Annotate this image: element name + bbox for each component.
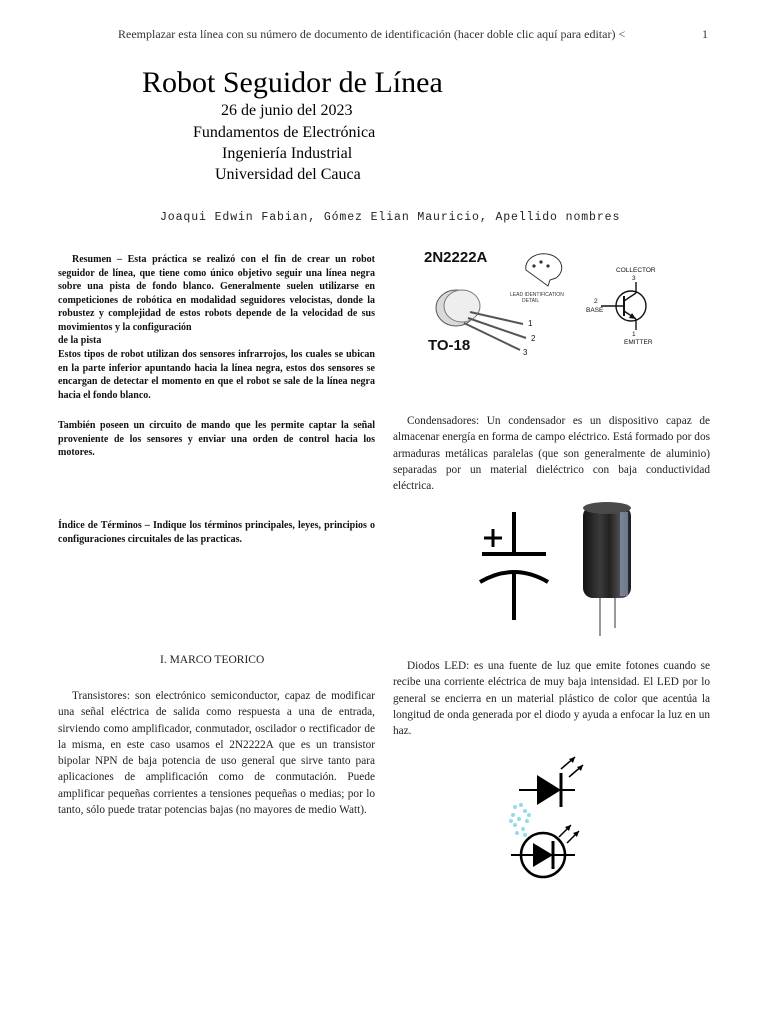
emitter-label: EMITTER: [624, 339, 653, 346]
running-header[interactable]: Reemplazar esta línea con su número de documento de identificación (hacer doble clic aquí para editar) <: [118, 27, 626, 41]
university-name: Universidad del Cauca: [215, 166, 361, 183]
course-name: Fundamentos de Electrónica: [193, 124, 376, 141]
transistor-figure: [418, 240, 688, 365]
lead-2: [468, 318, 526, 338]
index-terms: Índice de Términos – Indique los términos principales, leyes, principios o configuraciones circuitales de las practicas.: [58, 520, 375, 545]
authors-line: Joaqui Edwin Fabian, Gómez Elian Mauricio, Apellido nombres: [160, 211, 621, 224]
abstract-sensors-paragraph: Estos tipos de robot utilizan dos sensores infrarrojos, los cuales se ubican en la parte inferior apuntando hacia la línea negra, estos dos sensores se encargan de detectar el momento en que el robot se sale de la línea negra hacia el fondo blanco.: [58, 349, 375, 401]
led-circle-symbol: [511, 825, 579, 877]
base-pin: 2: [594, 298, 598, 305]
pin-label-1: 1: [528, 319, 533, 328]
section-heading: I. MARCO TEORICO: [160, 654, 265, 666]
collector-pin: 3: [632, 275, 636, 282]
abstract-paragraph-tail: de la pista: [58, 335, 102, 346]
emitter-pin: 1: [632, 331, 636, 338]
pin-label-3: 3: [523, 348, 528, 357]
lead-id-bubble: [526, 254, 562, 286]
paper-date: 26 de junio del 2023: [221, 102, 353, 119]
capacitor-symbol: [480, 512, 548, 620]
led-figure: [505, 755, 615, 885]
transistores-paragraph: Transistores: son electrónico semiconductor, capaz de modificar una señal eléctrica de salida como respuesta a una de entrada, sirviendo como amplificador, conmutador, oscilador o rectificador de la misma, en este caso usamos el 2N2222A que es un transistor bipolar NPN de baja potencia de uso general que sirve tanto para aplicaciones de amplificación como de conmutación. Puede amplificar pequeñas corrientes a tensiones pequeñas o medias; por lo tanto, sólo puede tratar potencias bajas (no mayores de medio Watt).: [58, 690, 375, 817]
program-name: Ingeniería Industrial: [222, 145, 353, 162]
lead-note-2: DETAIL: [522, 298, 540, 304]
page-number: 1: [702, 27, 708, 41]
led-diode-symbol: [519, 757, 583, 807]
paper-title: Robot Seguidor de Línea: [142, 66, 443, 99]
collector-label: COLLECTOR: [616, 267, 656, 274]
part-name-label: 2N2222A: [424, 249, 488, 266]
base-label: BASE: [586, 307, 604, 314]
electrolytic-capacitor-photo: [583, 502, 631, 636]
capacitor-figure: [472, 498, 652, 643]
abstract-paragraph: Resumen – Esta práctica se realizó con el fin de crear un robot seguidor de línea, que tiene como único objetivo seguir una línea negra sobre una pista de fondo blanco. Generalmente suelen utilizarse en competiciones de robótica en modalidad seguidores velocistas, donde la robustez y complejidad de estos robots depende de la velocidad de sus movimientos y la configuración: [58, 254, 375, 333]
condensadores-paragraph: Condensadores: Un condensador es un dispositivo capaz de almacenar energía en forma de campo eléctrico. Está formado por dos armaduras metálicas paralelas (que son generalmente de aluminio) separadas por un material dieléctrico con baja conductividad eléctrica.: [393, 415, 710, 493]
lead-note-1: LEAD IDENTIFICATION: [510, 292, 564, 298]
abstract-control-paragraph: También poseen un circuito de mando que les permite captar la señal proveniente de los sensores y enviar una orden de control hacia los motores.: [58, 420, 375, 458]
glow-dots: [509, 803, 531, 837]
pin-label-2: 2: [531, 334, 536, 343]
package-label: TO-18: [428, 337, 471, 354]
diodos-paragraph: Diodos LED: es una fuente de luz que emite fotones cuando se recibe una corriente eléctrica de muy baja intensidad. El LED por lo general se encierra en un material plástico de color que acentúa la longitud de onda generada por el diodo y ayuda a enfocar la luz en un haz.: [393, 660, 710, 738]
